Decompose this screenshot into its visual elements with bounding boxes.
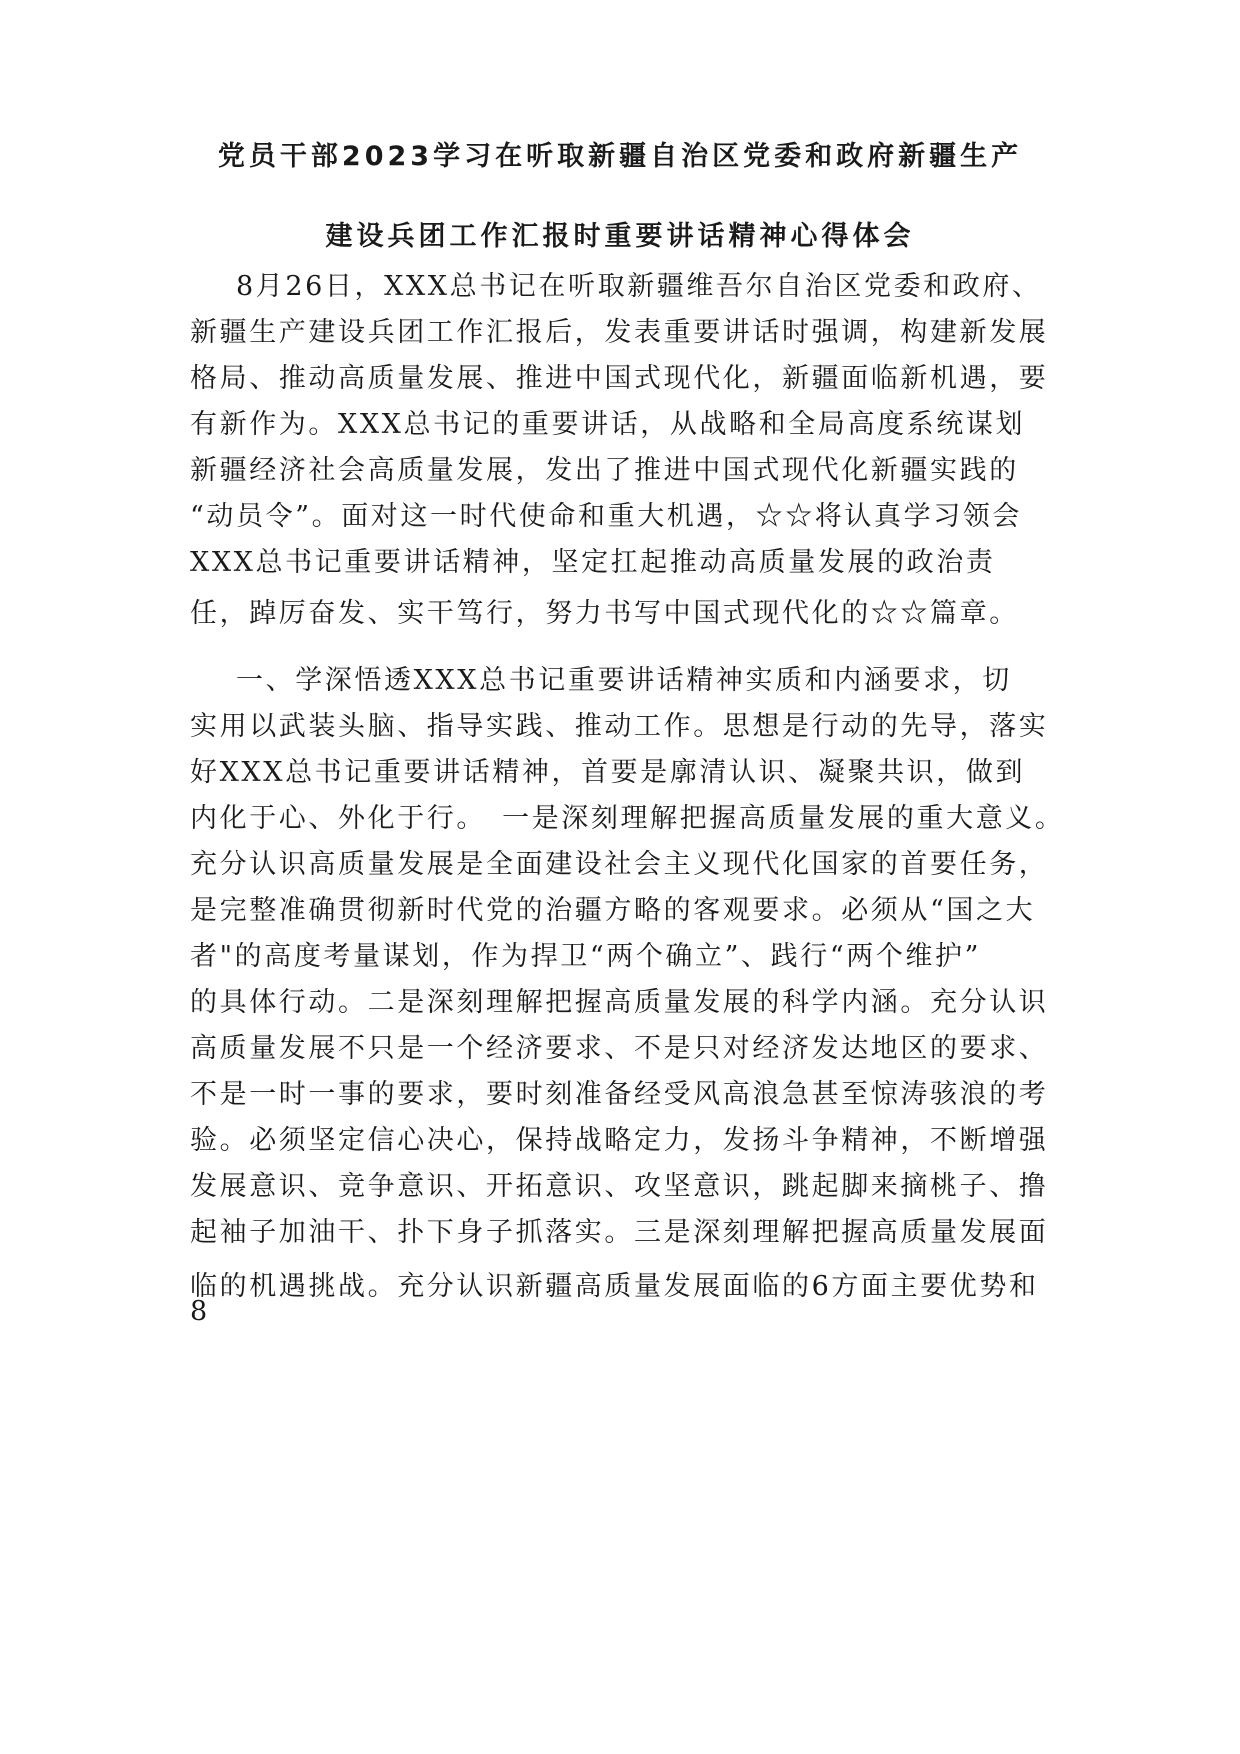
body-line: 新疆经济社会高质量发展，发出了推进中国式现代化新疆实践的 [190,455,1019,486]
body-line: 内化于心、外化于行。 一是深刻理解把握高质量发展的重大意义。 [190,803,1065,834]
body-line: 者"的高度考量谋划，作为捍卫“两个确立”、践行“两个维护” [190,941,982,972]
body-line: “动员令”。面对这一时代使命和重大机遇，☆☆将认真学习领会 [190,501,1023,532]
body-line: 起袖子加油干、扑下身子抓落实。三是深刻理解把握高质量发展面 [190,1217,1049,1248]
document-title-line-1: 党员干部2023学习在听取新疆自治区党委和政府新疆生产 [217,141,1023,172]
body-line: 任，踔厉奋发、实干笃行，努力书写中国式现代化的☆☆篇章。 [190,598,1019,629]
body-line: 发展意识、竞争意识、开拓意识、攻坚意识，跳起脚来摘桃子、撸 [190,1171,1049,1202]
body-line: 验。必须坚定信心决心，保持战略定力，发扬斗争精神，不断增强 [190,1125,1049,1156]
body-line: 一、学深悟透XXX总书记重要讲话精神实质和内涵要求，切 [236,665,1012,696]
body-line: 临的机遇挑战。充分认识新疆高质量发展面临的6方面主要优势和 [190,1271,1039,1302]
body-line: 格局、推动高质量发展、推进中国式现代化，新疆面临新机遇，要 [190,363,1049,394]
body-line: 高质量发展不只是一个经济要求、不是只对经济发达地区的要求、 [190,1033,1049,1064]
page-number: 8 [190,1296,210,1327]
body-line: 好XXX总书记重要讲话精神，首要是廓清认识、凝聚共识，做到 [190,757,1026,788]
body-line: 实用以武装头脑、指导实践、推动工作。思想是行动的先导，落实 [190,711,1049,742]
body-line: 8月26日，XXX总书记在听取新疆维吾尔自治区党委和政府、 [236,271,1042,302]
body-line: XXX总书记重要讲话精神，坚定扛起推动高质量发展的政治责 [190,547,996,578]
body-line: 不是一时一事的要求，要时刻准备经受风高浪急甚至惊涛骇浪的考 [190,1079,1049,1110]
body-line: 新疆生产建设兵团工作汇报后，发表重要讲话时强调，构建新发展 [190,317,1049,348]
body-line: 充分认识高质量发展是全面建设社会主义现代化国家的首要任务， [190,849,1049,880]
body-line: 有新作为。XXX总书记的重要讲话，从战略和全局高度系统谋划 [190,409,1026,440]
document-title-line-2: 建设兵团工作汇报时重要讲话精神心得体会 [325,221,915,252]
body-line: 是完整准确贯彻新时代党的治疆方略的客观要求。必须从“国之大 [190,895,1036,926]
body-line: 的具体行动。二是深刻理解把握高质量发展的科学内涵。充分认识 [190,987,1049,1018]
